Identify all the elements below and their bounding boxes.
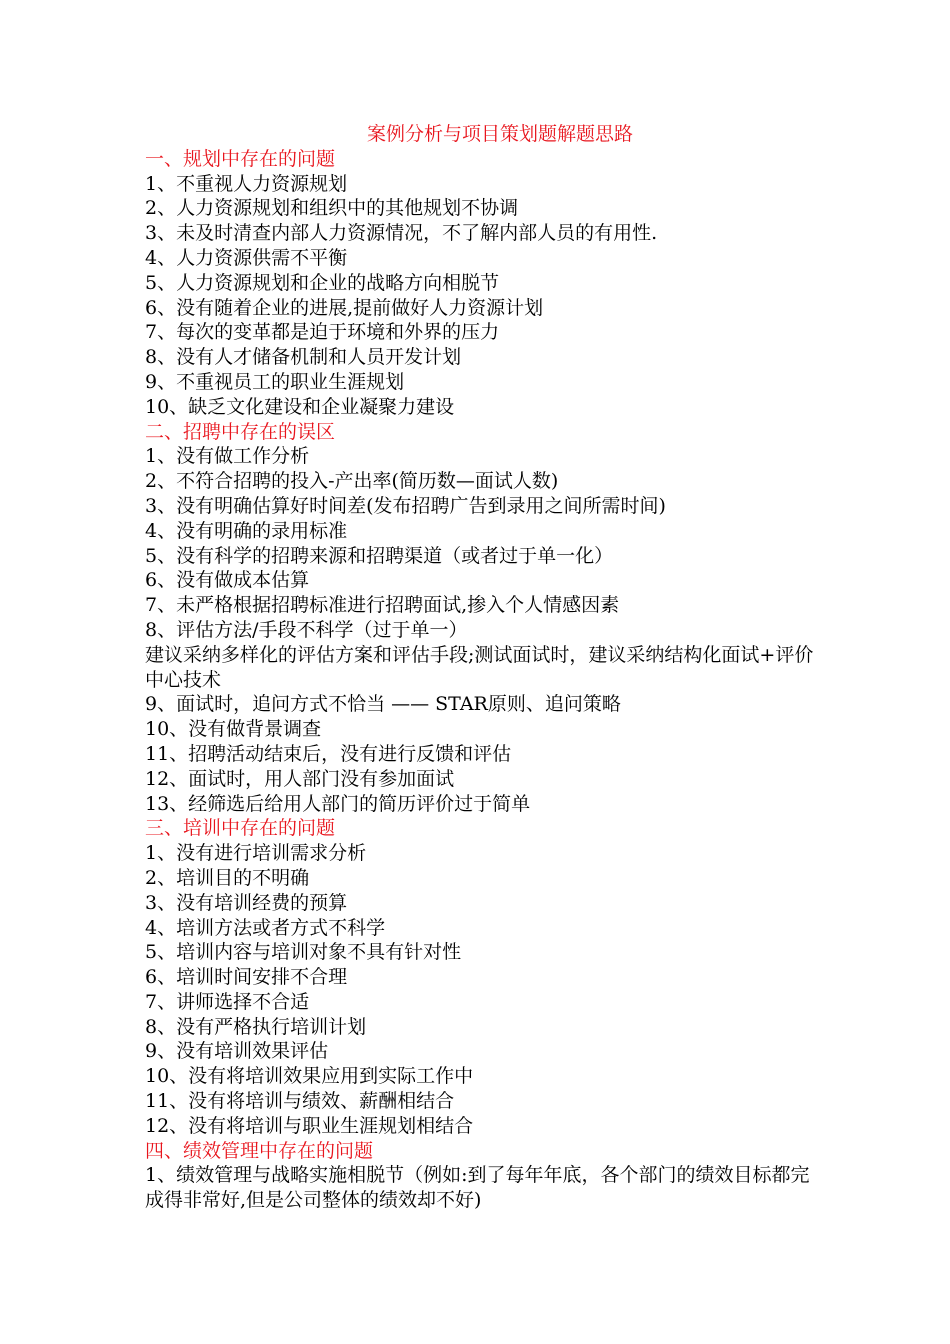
list-item: 13、经筛选后给用人部门的简历评价过于简单 [145,792,531,815]
list-item: 10、缺乏文化建设和企业凝聚力建设 [145,395,455,418]
list-item: 3、没有培训经费的预算 [145,891,348,914]
list-item: 3、未及时清查内部人力资源情况，不了解内部人员的有用性. [145,222,658,245]
list-item: 5、没有科学的招聘来源和招聘渠道（或者过于单一化） [145,544,614,567]
list-item: 9、不重视员工的职业生涯规划 [145,370,405,393]
document-body [145,122,815,1213]
section-heading: 三、培训中存在的问题 [145,817,336,840]
list-item: 4、没有明确的录用标准 [145,519,348,542]
list-item: 9、没有培训效果评估 [145,1040,329,1063]
list-item: 1、不重视人力资源规划 [145,172,348,195]
section-performance [145,1139,815,1213]
list-item: 2、人力资源规划和组织中的其他规划不协调 [145,197,519,220]
list-item: 10、没有将培训效果应用到实际工作中 [145,1065,474,1088]
list-item: 3、没有明确估算好时间差(发布招聘广告到录用之间所需时间) [145,494,666,517]
list-item: 8、没有严格执行培训计划 [145,1015,367,1038]
list-item: 6、没有随着企业的进展,提前做好人力资源计划 [145,296,544,319]
list-item-note: 建议采纳多样化的评估方案和评估手段;测试面试时，建议采纳结构化面试+评价中心技术 [145,643,814,691]
list-item: 8、没有人才储备机制和人员开发计划 [145,346,462,369]
list-item: 6、没有做成本估算 [145,569,310,592]
list-item: 1、没有做工作分析 [145,445,310,468]
list-item: 8、评估方法/手段不科学（过于单一） [145,618,468,641]
section-heading: 一、规划中存在的问题 [145,147,336,170]
list-item: 4、培训方法或者方式不科学 [145,916,386,939]
section-planning [145,147,815,420]
list-item: 11、招聘活动结束后，没有进行反馈和评估 [145,742,512,765]
section-recruitment [145,420,815,817]
list-item: 10、没有做背景调查 [145,718,322,741]
list-item: 5、人力资源规划和企业的战略方向相脱节 [145,271,500,294]
list-item: 6、培训时间安排不合理 [145,966,348,989]
list-item: 2、不符合招聘的投入-产出率(简历数—面试人数) [145,470,559,493]
section-training [145,816,815,1138]
list-item: 7、每次的变革都是迫于环境和外界的压力 [145,321,500,344]
list-item: 7、未严格根据招聘标准进行招聘面试,掺入个人情感因素 [145,594,620,617]
list-item: 2、培训目的不明确 [145,866,310,889]
section-heading: 二、招聘中存在的误区 [145,420,336,443]
list-item: 12、面试时，用人部门没有参加面试 [145,767,455,790]
document-title: 案例分析与项目策划题解题思路 [366,123,633,145]
list-item: 1、没有进行培训需求分析 [145,842,367,865]
list-item: 5、培训内容与培训对象不具有针对性 [145,941,462,964]
list-item: 7、讲师选择不合适 [145,990,310,1013]
list-item: 1、绩效管理与战略实施相脱节（例如:到了每年年底，各个部门的绩效目标都完成得非常好,但是公司整体的绩效却不好) [145,1164,810,1212]
list-item: 11、没有将培训与绩效、薪酬相结合 [145,1090,455,1113]
list-item: 4、人力资源供需不平衡 [145,246,348,269]
section-heading: 四、绩效管理中存在的问题 [145,1139,374,1162]
list-item: 12、没有将培训与职业生涯规划相结合 [145,1114,474,1137]
list-item: 9、面试时，追问方式不恰当 —— STAR原则、追问策略 [145,693,621,716]
